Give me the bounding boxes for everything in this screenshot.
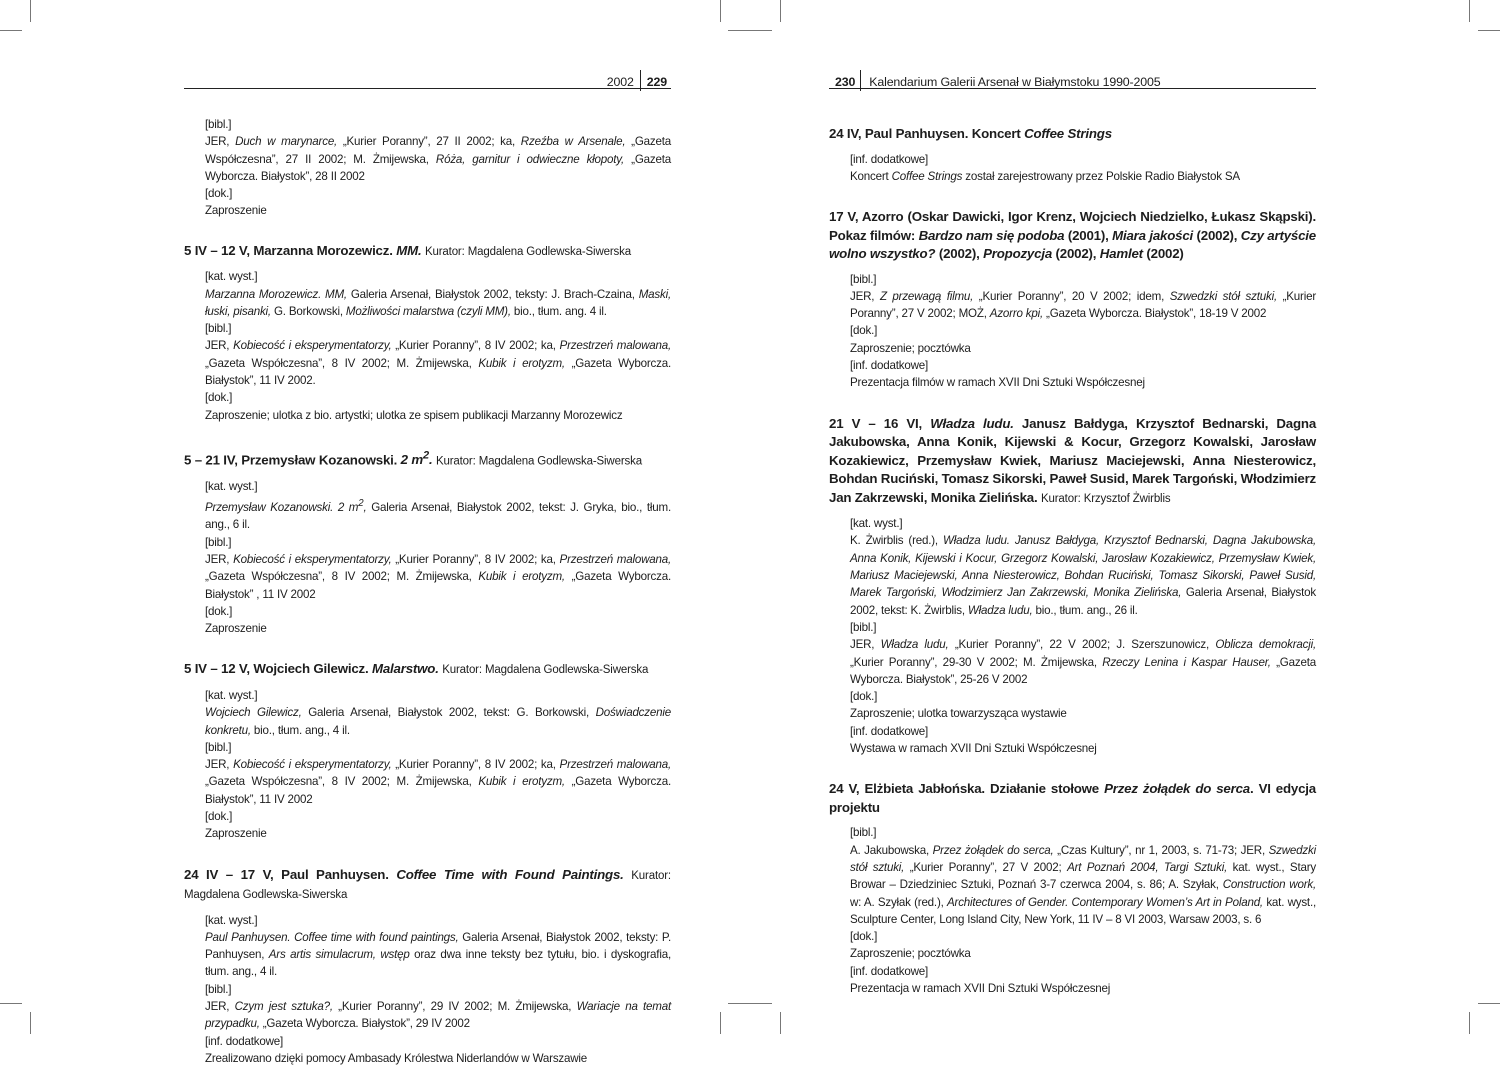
entry-list xyxy=(184,242,671,1067)
entry-list xyxy=(829,125,1316,997)
calendar-entry xyxy=(184,447,671,637)
entry-line: Paul Panhuysen. Coffee time with found paintings, Galeria Arsenał, Białystok 2002, teksty: P. Panhuysen, Ars artis simulacrum, wstęp oraz dwa inne teksty bez tytułu, bio. i dyskografia, tłum. ang., 4 il. xyxy=(205,930,671,979)
entry-curator: Kurator: Magdalena Godlewska-Siwerska xyxy=(424,245,631,258)
entry-line: JER, Kobiecość i eksperymentatorzy, „Kurier Poranny”, 8 IV 2002; ka, Przestrzeń malowana, „Gazeta Współczesna”, 8 IV 2002; M. Żmijewska, Kubik i erotyzm, „Gazeta Wyborcza. Białystok”, 11 IV 2002. xyxy=(205,339,672,388)
entry-line: Przemysław Kozanowski. 2 $m^2$, Galeria Arsenał, Białystok 2002, tekst: J. Gryka, bio., tłum. ang., 6 il. xyxy=(205,498,671,532)
calendar-entry xyxy=(184,866,671,1068)
section-label: [dok.] xyxy=(205,604,233,618)
section-label: [bibl.] xyxy=(850,272,877,286)
section-label: [dok.] xyxy=(205,391,233,405)
section-label: [inf. dodatkowe] xyxy=(850,359,929,373)
entry-line: JER, Kobiecość i eksperymentatorzy, „Kurier Poranny”, 8 IV 2002; ka, Przestrzeń malowana, „Gazeta Współczesna”, 8 IV 2002; M. Żmijewska, Kubik i erotyzm, „Gazeta Wyborcza. Białystok”, 11 IV 2002 xyxy=(205,758,672,806)
continued-entry xyxy=(184,116,671,220)
crop-mark xyxy=(720,0,721,22)
right-page xyxy=(829,66,1316,1020)
calendar-entry xyxy=(829,125,1316,185)
calendar-entry xyxy=(184,660,671,842)
section-label: [dok.] xyxy=(850,690,878,704)
section-label: [bibl.] xyxy=(850,620,877,634)
entry-heading xyxy=(829,208,1316,264)
entry-title: 21 V – 16 VI, Władza ludu. Janusz Bałdyga, Krzysztof Bednarski, Dagna Jakubowska, Anna Konik, Kijewski & Kocur, Grzegorz Kowalski, Jarosław Kozakiewicz, Przemysław Kwiek, Mariusz Maciejewski, Anna Niesterowicz, Bohdan Ruciński, Tomasz Sikorski, Paweł Susid, Marek Targoński, Włodzimierz Jan Zakrzewski, Monika Zielińska. xyxy=(829,415,1317,505)
section-label: [inf. dodatkowe] xyxy=(850,964,929,978)
section-label: [kat. wyst.] xyxy=(205,479,258,493)
section-label: [bibl.] xyxy=(205,322,232,336)
entry-curator: Kurator: Magdalena Godlewska-Siwerska xyxy=(442,664,649,677)
entry-title: 5 – 21 IV, Przemysław Kozanowski. 2 $m^2$. xyxy=(184,449,433,468)
section-label: [dok.] xyxy=(205,809,233,823)
entry-line: Marzanna Morozewicz. MM, Galeria Arsenał, Białystok 2002, teksty: J. Brach-Czaina, Maski, łuski, pisanki, G. Borkowski, Możliwości malarstwa (czyli MM), bio., tłum. ang. 4 il. xyxy=(205,287,672,318)
entry-line: JER, Z przewagą filmu, „Kurier Poranny”, 20 V 2002; idem, Szwedzki stół sztuki, „Kurier Poranny”, 27 V 2002; MOŻ, Azorro kpi, „Gazeta Wyborcza. Białystok”, 18-19 V 2002 xyxy=(850,289,1316,321)
section-label: [inf. dodatkowe] xyxy=(205,1034,284,1048)
entry-heading xyxy=(829,415,1316,509)
crop-mark xyxy=(728,1003,772,1004)
entry-line: JER, Duch w marynarce, „Kurier Poranny”, 27 II 2002; ka, Rzeźba w Arsenale, „Gazeta Współczesna”, 27 II 2002; M. Żmijewska, Róża, garnitur i odwieczne kłopoty, „Gazeta Wyborcza. Białystok”, 28 II 2002 xyxy=(205,135,672,183)
entry-line: Zaproszenie xyxy=(205,622,267,636)
section-label: [kat. wyst.] xyxy=(205,913,258,927)
crop-mark xyxy=(1469,0,1470,22)
section-label: [inf. dodatkowe] xyxy=(850,724,929,738)
entry-line: Prezentacja filmów w ramach XVII Dni Sztuki Współczesnej xyxy=(850,376,1145,390)
crop-mark xyxy=(1478,1003,1500,1004)
entry-title: 24 V, Elżbieta Jabłońska. Działanie stołowe Przez żołądek do serca. VI edycja projektu xyxy=(829,781,1316,815)
entry-heading xyxy=(184,660,671,680)
entry-details xyxy=(184,912,671,1068)
section-label: [bibl.] xyxy=(205,535,232,549)
entry-heading xyxy=(184,447,671,471)
entry-line: Zaproszenie; ulotka towarzysząca wystawie xyxy=(850,707,1067,721)
entry-curator: Kurator: Magdalena Godlewska-Siwerska xyxy=(184,869,671,902)
entry-line: Zaproszenie xyxy=(205,204,267,218)
entry-title: 17 V, Azorro (Oskar Dawicki, Igor Krenz, Wojciech Niedzielko, Łukasz Skąpski). Pokaz filmów: Bardzo nam się podoba (2001), Miara jakości (2002), Czy artyście wolno wszystko? (2002), Propozycja (2002), Hamlet (2002) xyxy=(829,209,1316,262)
crop-mark xyxy=(720,1012,721,1034)
entry-details xyxy=(184,268,671,424)
section-label: [dok.] xyxy=(205,187,233,201)
running-head xyxy=(184,66,671,89)
crop-mark xyxy=(1478,30,1500,31)
entry-line: JER, Czym jest sztuka?, „Kurier Poranny”, 29 IV 2002; M. Żmijewska, Wariacje na temat przypadku, „Gazeta Wyborcza. Białystok”, 29 IV 2002 xyxy=(205,1000,671,1031)
crop-mark xyxy=(780,0,781,22)
entry-title: 5 IV – 12 V, Marzanna Morozewicz. MM. xyxy=(184,242,422,258)
entry-curator: Kurator: Krzysztof Żwirblis xyxy=(1040,492,1171,505)
entry-details xyxy=(184,687,671,843)
entry-heading xyxy=(829,780,1316,817)
entry-line: Zaproszenie; pocztówka xyxy=(850,947,971,961)
page-content xyxy=(829,89,1316,997)
entry-line: Prezentacja w ramach XVII Dni Sztuki Współczesnej xyxy=(850,982,1111,995)
entry-title: 24 IV, Paul Panhuysen. Koncert Coffee Strings xyxy=(829,126,1112,141)
entry-line: Zrealizowano dzięki pomocy Ambasady Królestwa Niderlandów w Warszawie xyxy=(205,1051,588,1065)
crop-mark xyxy=(1469,1012,1470,1034)
running-head-text xyxy=(607,70,667,91)
entry-title: 5 IV – 12 V, Wojciech Gilewicz. Malarstwo. xyxy=(184,661,439,677)
entry-details xyxy=(829,824,1316,997)
entry-line: A. Jakubowska, Przez żołądek do serca, „Czas Kultury”, nr 1, 2003, s. 71-73; JER, Szwedzki stół sztuki, „Kurier Poranny”, 27 V 2002; Art Poznań 2004, Targi Sztuki, kat. wyst., Stary Browar – Dziedziniec Sztuki, Poznań 3-7 czerwca 2004, s. 86; A. Szyłak, Construction work, w: A. Szyłak (red.), Architectures of Gender. Contemporary Women’s Art in Poland, kat. wyst., Sculpture Center, Long Island City, New York, 11 IV – 8 VI 2003, Warsaw 2003, s. 6 xyxy=(850,843,1316,926)
entry-line: Koncert Coffee Strings został zarejestrowany przez Polskie Radio Białystok SA xyxy=(850,169,1240,183)
running-head-text xyxy=(835,70,1161,91)
section-label: [kat. wyst.] xyxy=(205,270,258,284)
running-head-section: 2002 xyxy=(606,75,634,89)
left-page xyxy=(184,66,671,1090)
entry-details xyxy=(829,151,1316,186)
entry-heading xyxy=(184,866,671,905)
entry-line: Zaproszenie; ulotka z bio. artystki; ulotka ze spisem publikacji Marzanny Morozewicz xyxy=(205,408,623,422)
section-label: [inf. dodatkowe] xyxy=(850,152,929,166)
running-head-title: Kalendarium Galerii Arsenał w Białymstoku 1990-2005 xyxy=(869,75,1161,89)
entry-heading xyxy=(829,125,1316,144)
entry-line: Wystawa w ramach XVII Dni Sztuki Współczesnej xyxy=(850,742,1097,756)
section-label: [bibl.] xyxy=(205,118,232,131)
section-label: [dok.] xyxy=(850,324,878,338)
crop-mark xyxy=(30,1012,31,1034)
page-content xyxy=(184,89,671,1067)
section-label: [bibl.] xyxy=(850,826,877,840)
running-head xyxy=(829,66,1316,89)
entry-details xyxy=(184,478,671,638)
entry-line: JER, Kobiecość i eksperymentatorzy, „Kurier Poranny”, 8 IV 2002; ka, Przestrzeń malowana, „Gazeta Współczesna”, 8 IV 2002; M. Żmijewska, Kubik i erotyzm, „Gazeta Wyborcza. Białystok” , 11 IV 2002 xyxy=(205,552,672,601)
crop-mark xyxy=(0,30,22,31)
crop-mark xyxy=(780,1012,781,1034)
entry-heading xyxy=(184,242,671,262)
calendar-entry xyxy=(829,208,1316,392)
entry-line: K. Żwirblis (red.), Władza ludu. Janusz Bałdyga, Krzysztof Bednarski, Dagna Jakubowska, Anna Konik, Kijewski i Kocur, Grzegorz Kowalski, Jarosław Kozakiewicz, Przemysław Kwiek, Mariusz Maciejewski, Anna Niesterowicz, Bohdan Ruciński, Tomasz Sikorski, Paweł Susid, Marek Targoński, Włodzimierz Jan Zakrzewski, Monika Zielińska, Galeria Arsenał, Białystok 2002, tekst: K. Żwirblis, Władza ludu, bio., tłum. ang., 26 il. xyxy=(850,534,1316,617)
page-number: 229 xyxy=(646,75,667,89)
entry-details xyxy=(829,271,1316,392)
entry-details xyxy=(184,116,671,220)
running-head-divider xyxy=(860,70,861,91)
calendar-entry xyxy=(829,780,1316,997)
section-label: [kat. wyst.] xyxy=(205,688,258,702)
section-label: [bibl.] xyxy=(205,982,232,996)
entry-line: Zaproszenie xyxy=(205,827,267,841)
entry-details xyxy=(829,515,1316,757)
crop-mark xyxy=(0,1003,22,1004)
section-label: [kat. wyst.] xyxy=(850,517,903,531)
calendar-entry xyxy=(184,242,671,424)
crop-mark xyxy=(728,30,772,31)
page-number: 230 xyxy=(835,75,856,89)
crop-mark xyxy=(30,0,31,22)
running-head-divider xyxy=(640,70,641,91)
entry-title: 24 IV – 17 V, Paul Panhuysen. Coffee Time with Found Paintings. xyxy=(184,866,624,882)
section-label: [bibl.] xyxy=(205,740,232,754)
section-label: [dok.] xyxy=(850,930,878,944)
entry-line: Zaproszenie; pocztówka xyxy=(850,341,971,355)
entry-curator: Kurator: Magdalena Godlewska-Siwerska xyxy=(435,455,642,468)
calendar-entry xyxy=(829,415,1316,758)
entry-line: Wojciech Gilewicz, Galeria Arsenał, Białystok 2002, tekst: G. Borkowski, Doświadczenie konkretu, bio., tłum. ang., 4 il. xyxy=(205,706,671,737)
entry-line: JER, Władza ludu, „Kurier Poranny”, 22 V 2002; J. Szerszunowicz, Oblicza demokracji, „Kurier Poranny”, 29-30 V 2002; M. Żmijewska, Rzeczy Lenina i Kaspar Hauser, „Gazeta Wyborcza. Białystok”, 25-26 V 2002 xyxy=(850,638,1316,686)
